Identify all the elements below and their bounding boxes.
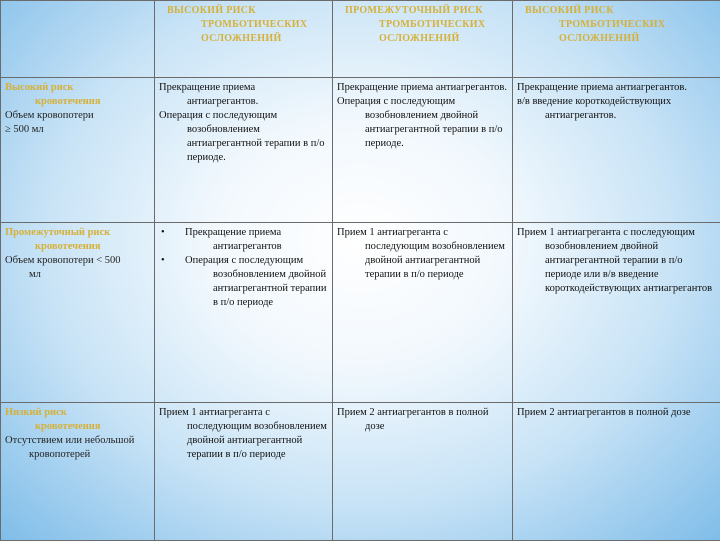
- corner-cell: [1, 1, 155, 78]
- cell-text: в/в введение короткодействующих антиагрегантов.: [517, 95, 716, 123]
- row-subtitle-line: мл: [5, 268, 150, 282]
- row-title: [5, 406, 150, 434]
- row-title-line: кровотечения: [5, 420, 150, 434]
- row-label-cell: [1, 78, 155, 223]
- cell-text: Прекращение приема антиагрегантов.: [337, 81, 508, 95]
- list-item: [185, 226, 328, 254]
- row-title-line: Высокий риск: [5, 82, 74, 93]
- cell-text: Операция с последующим возобновлением двойной антиагрегантной терапии в п/о периоде.: [337, 95, 508, 151]
- table-cell: [155, 403, 333, 541]
- cell-text: Прием 1 антиагреганта с последующим возобновлением двойной антиагрегантной терапии в п/о периоде или в/в введение короткодействующих антиагрегантов: [517, 226, 716, 296]
- row-title-line: кровотечения: [5, 95, 150, 109]
- header-line: ТРОМБОТИЧЕСКИХ: [163, 18, 328, 32]
- row-subtitle-line: Отсутствием или небольшой: [5, 435, 134, 446]
- table-cell: [333, 78, 513, 223]
- list-item: [185, 254, 328, 310]
- row-title: [5, 81, 150, 109]
- header-line: ПРОМЕЖУТОЧНЫЙ РИСК: [341, 4, 508, 18]
- table-cell: [333, 403, 513, 541]
- header-line: ОСЛОЖНЕНИЙ: [163, 32, 328, 46]
- cell-text: Операция с последующим возобновлением антиагрегантной терапии в п/о периоде.: [159, 109, 328, 165]
- table-cell: [513, 223, 720, 403]
- table-row: [1, 403, 720, 541]
- table-row: [1, 223, 720, 403]
- cell-text: Прекращение приема антиагрегантов.: [517, 81, 716, 95]
- row-subtitle: [5, 109, 150, 137]
- table-cell: [333, 223, 513, 403]
- table-cell: [155, 223, 333, 403]
- row-title: [5, 226, 150, 254]
- row-title-line: кровотечения: [5, 240, 150, 254]
- row-label-cell: [1, 403, 155, 541]
- cell-text: Прекращение приема антиагрегантов: [185, 226, 328, 254]
- header-row: [1, 1, 720, 78]
- table-cell: [513, 78, 720, 223]
- header-line: ВЫСОКИЙ РИСК: [163, 4, 328, 18]
- row-subtitle-line: Объем кровопотери < 500: [5, 255, 121, 266]
- cell-text: Прекращение приема антиагрегантов.: [159, 81, 328, 109]
- row-title-line: Низкий риск: [5, 407, 67, 418]
- bullet-list: [159, 226, 328, 310]
- row-subtitle: [5, 434, 150, 462]
- table-cell: [155, 78, 333, 223]
- row-label-cell: [1, 223, 155, 403]
- header-line: ТРОМБОТИЧЕСКИХ: [341, 18, 508, 32]
- row-subtitle: [5, 254, 150, 282]
- header-line: ОСЛОЖНЕНИЙ: [521, 32, 716, 46]
- header-line: ТРОМБОТИЧЕСКИХ: [521, 18, 716, 32]
- header-line: ВЫСОКИЙ РИСК: [521, 4, 716, 18]
- cell-text: Прием 2 антиагрегантов в полной дозе: [337, 406, 508, 434]
- cell-text: Прием 1 антиагреганта с последующим возобновлением двойной антиагрегантной терапии в п/о периоде: [159, 406, 328, 462]
- header-cell-high-thrombotic: [155, 1, 333, 78]
- bullet-icon: •: [161, 226, 165, 240]
- bullet-icon: •: [161, 254, 165, 268]
- table-cell: [513, 403, 720, 541]
- header-cell-high-thrombotic-2: [513, 1, 720, 78]
- cell-text: Прием 1 антиагреганта с последующим возобновлением двойной антиагрегантной терапии в п/о периоде: [337, 226, 508, 282]
- cell-text: Прием 2 антиагрегантов в полной дозе: [517, 406, 716, 420]
- row-subtitle-line: Объем кровопотери: [5, 110, 94, 121]
- cell-text: Операция с последующим возобновлением двойной антиагрегантной терапии в п/о периоде: [185, 254, 328, 310]
- table-row: [1, 78, 720, 223]
- row-subtitle-line: ≥ 500 мл: [5, 124, 44, 135]
- header-line: ОСЛОЖНЕНИЙ: [341, 32, 508, 46]
- header-cell-intermediate-thrombotic: [333, 1, 513, 78]
- row-title-line: Промежуточный риск: [5, 227, 110, 238]
- row-subtitle-line: кровопотерей: [5, 448, 150, 462]
